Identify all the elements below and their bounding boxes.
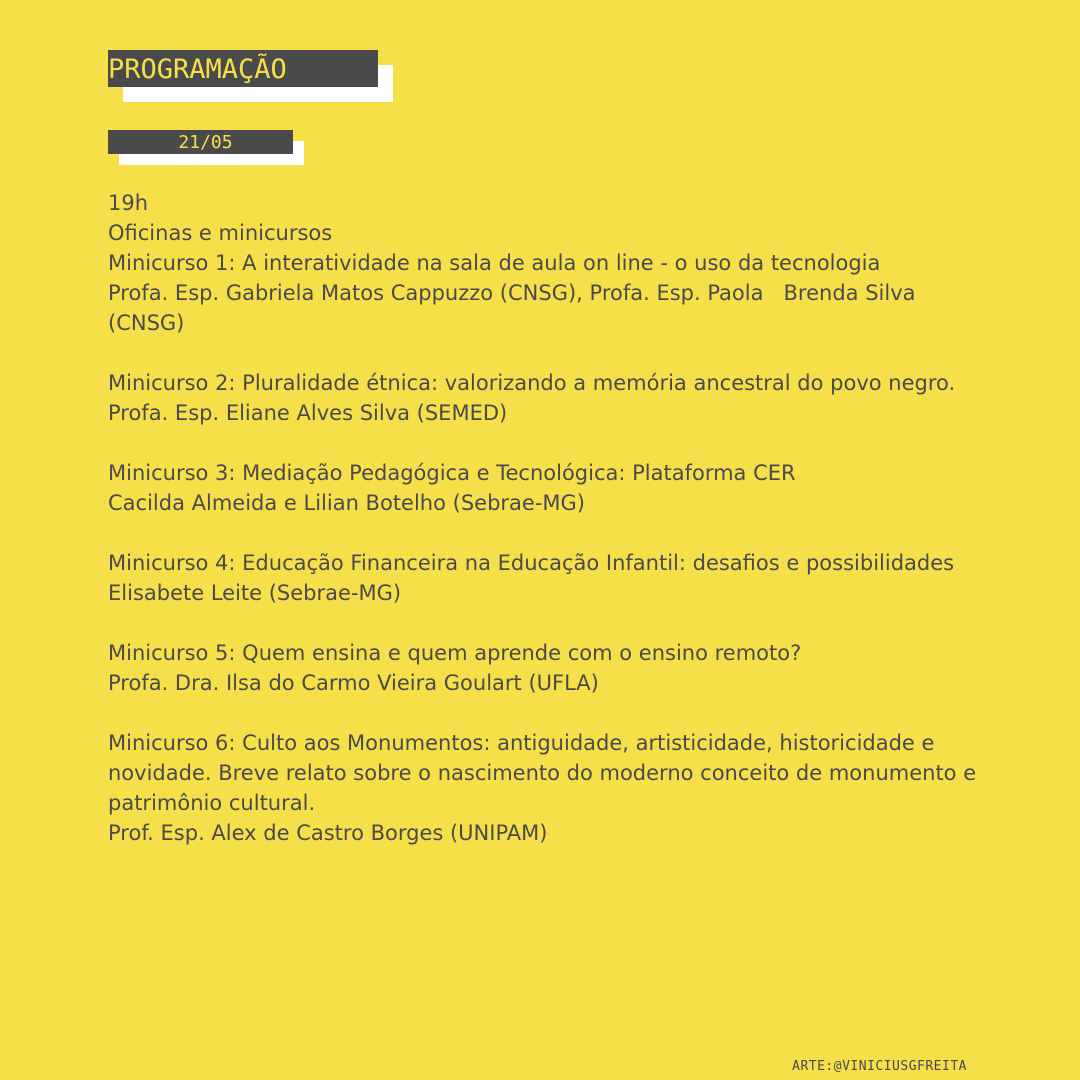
minicurso-speakers: Profa. Dra. Ilsa do Carmo Vieira Goulart (UFLA) xyxy=(108,671,599,695)
art-credit: ARTE:@VINICIUSGFREITA xyxy=(792,1059,967,1074)
minicurso-3 xyxy=(108,458,988,518)
minicurso-6 xyxy=(108,728,988,848)
event-date: 21/05 xyxy=(178,132,233,153)
minicurso-speakers: Elisabete Leite (Sebrae-MG) xyxy=(108,581,402,605)
minicurso-speakers: Profa. Esp. Gabriela Matos Cappuzzo (CNSG), Profa. Esp. Paola Brenda Silva (CNSG) xyxy=(108,281,923,335)
minicurso-5 xyxy=(108,638,988,698)
minicurso-title: Minicurso 6: Culto aos Monumentos: antiguidade, artisticidade, historicidade e novidade. Breve relato sobre o nascimento do moderno conceito de monumento e patrimônio cultural. xyxy=(108,731,983,815)
minicurso-title: Minicurso 4: Educação Financeira na Educação Infantil: desafios e possibilidades xyxy=(108,551,955,575)
minicurso-1 xyxy=(108,248,988,338)
minicurso-speakers: Prof. Esp. Alex de Castro Borges (UNIPAM) xyxy=(108,821,548,845)
minicurso-title: Minicurso 5: Quem ensina e quem aprende com o ensino remoto? xyxy=(108,641,802,665)
session-time: 19h xyxy=(108,191,149,215)
minicurso-title: Minicurso 2: Pluralidade étnica: valorizando a memória ancestral do povo negro. xyxy=(108,371,956,395)
page-title: PROGRAMAÇÃO xyxy=(108,54,287,85)
minicurso-2 xyxy=(108,368,988,428)
minicurso-title: Minicurso 3: Mediação Pedagógica e Tecnológica: Plataforma CER xyxy=(108,461,796,485)
minicurso-4 xyxy=(108,548,988,608)
program-list xyxy=(108,188,988,878)
minicurso-speakers: Profa. Esp. Eliane Alves Silva (SEMED) xyxy=(108,401,508,425)
session-category: Oficinas e minicursos xyxy=(108,221,333,245)
minicurso-title: Minicurso 1: A interatividade na sala de aula on line - o uso da tecnologia xyxy=(108,251,881,275)
title-label xyxy=(108,50,378,87)
date-label xyxy=(108,130,293,154)
minicurso-speakers: Cacilda Almeida e Lilian Botelho (Sebrae-MG) xyxy=(108,491,585,515)
